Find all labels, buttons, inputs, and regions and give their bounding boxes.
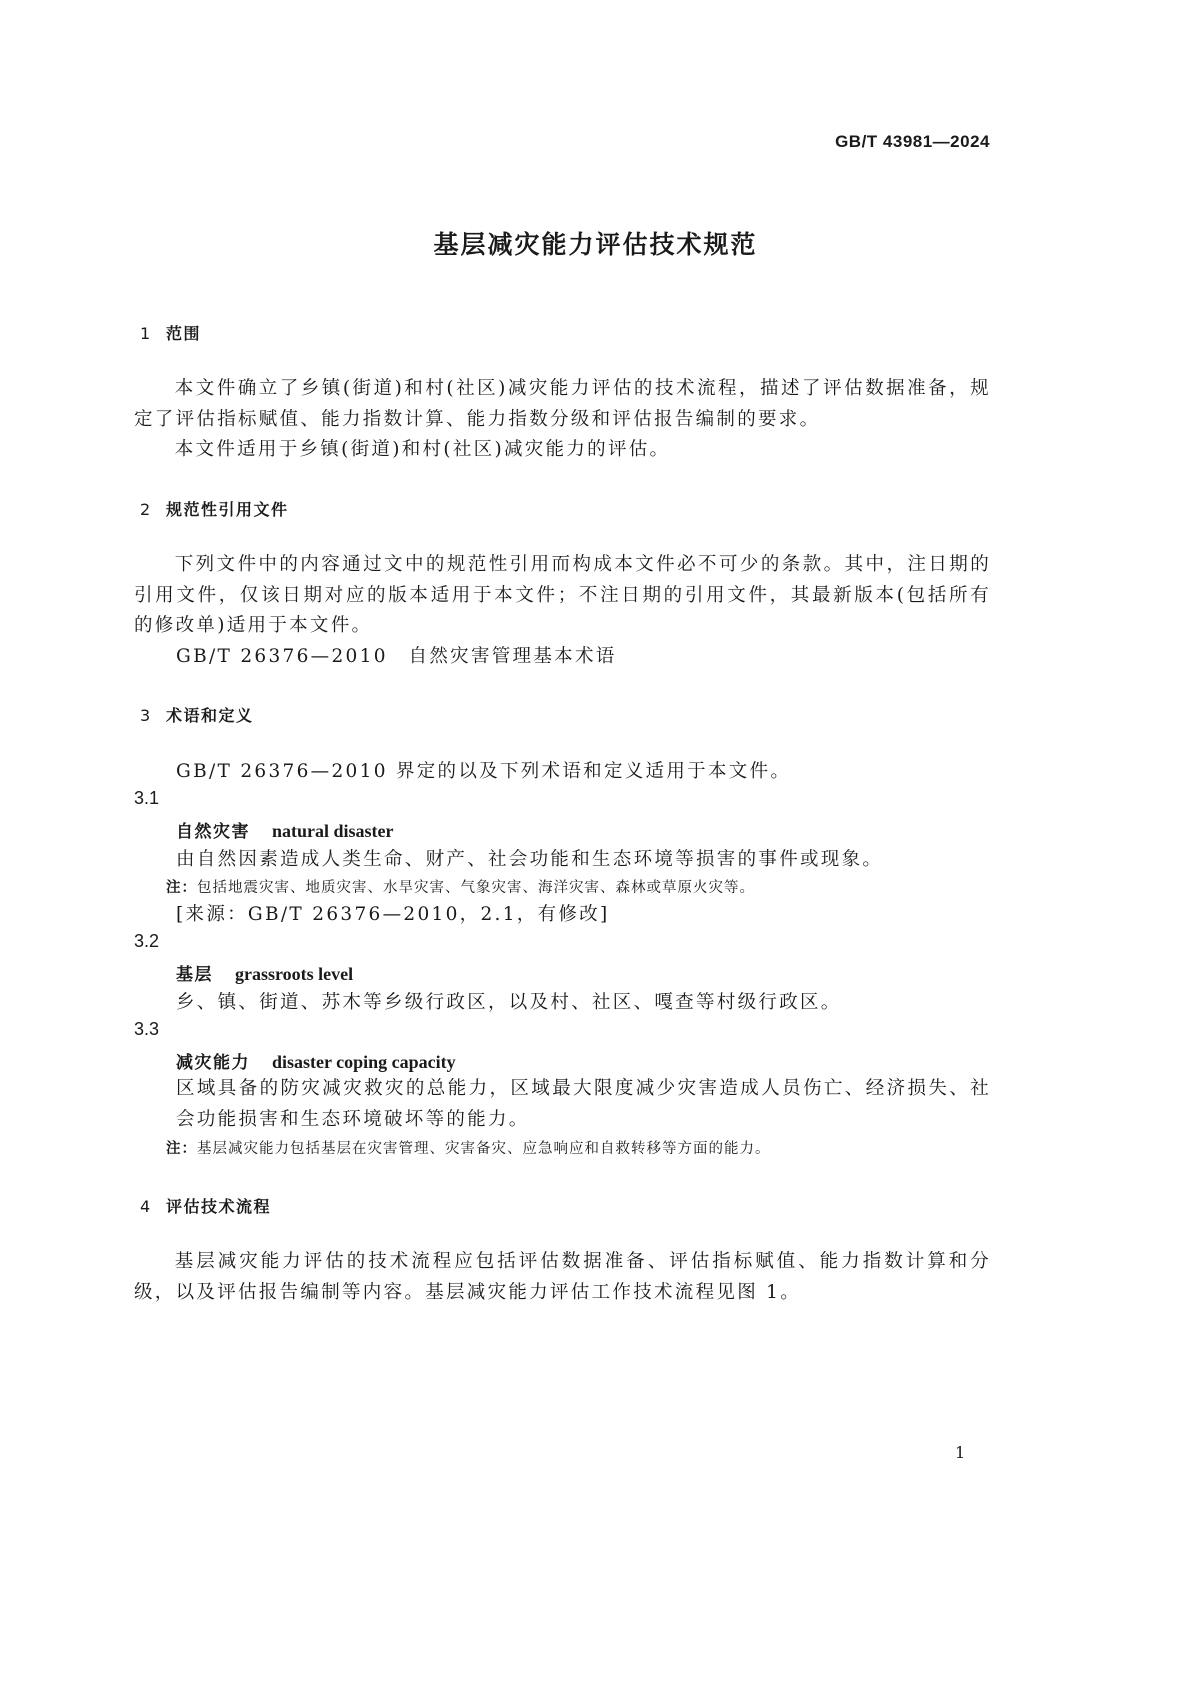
- section-number: 2: [140, 500, 152, 519]
- term-source: [来源：GB/T 26376—2010，2.1，有修改]: [176, 904, 610, 925]
- section-title: 评估技术流程: [166, 1197, 272, 1216]
- paragraph: GB/T 26376—2010 界定的以及下列术语和定义适用于本文件。: [176, 761, 792, 782]
- note-label: 注：: [166, 880, 197, 896]
- section-2-heading: [140, 497, 289, 520]
- page-number: 1: [955, 1443, 966, 1462]
- term-zh: 基层: [176, 965, 213, 985]
- term-number: 3.3: [134, 1019, 160, 1039]
- term-en: disaster coping capacity: [272, 1052, 456, 1072]
- note-text: 包括地震灾害、地质灾害、水旱灾害、气象灾害、海洋灾害、森林或草原火灾等。: [197, 880, 755, 896]
- section-1-heading: [140, 321, 201, 344]
- section-number: 1: [140, 324, 152, 343]
- term-heading: [176, 960, 353, 985]
- section-number: 3: [140, 706, 152, 725]
- section-4-heading: [140, 1194, 271, 1217]
- section-title: 规范性引用文件: [166, 500, 289, 519]
- term-heading: [176, 1048, 456, 1073]
- term-heading: [176, 817, 394, 842]
- term-note: [166, 1137, 771, 1158]
- term-number: 3.2: [134, 931, 160, 951]
- note-label: 注：: [166, 1141, 197, 1157]
- paragraph: 本文件确立了乡镇(街道)和村(社区)减灾能力评估的技术流程，描述了评估数据准备，规定了评估指标赋值、能力指数计算、能力指数分级和评估报告编制的要求。: [134, 378, 991, 430]
- standard-number: GB/T 43981—2024: [835, 132, 990, 151]
- term-definition: 由自然因素造成人类生命、财产、社会功能和生态环境等损害的事件或现象。: [176, 849, 884, 870]
- paragraph: 基层减灾能力评估的技术流程应包括评估数据准备、评估指标赋值、能力指数计算和分级，以及评估报告编制等内容。基层减灾能力评估工作技术流程见图 1。: [134, 1251, 991, 1303]
- note-text: 基层减灾能力包括基层在灾害管理、灾害备灾、应急响应和自救转移等方面的能力。: [197, 1141, 771, 1157]
- term-en: natural disaster: [272, 821, 394, 841]
- document-title: 基层减灾能力评估技术规范: [433, 230, 758, 259]
- paragraph: 下列文件中的内容通过文中的规范性引用而构成本文件必不可少的条款。其中，注日期的引用文件，仅该日期对应的版本适用于本文件；不注日期的引用文件，其最新版本(包括所有的修改单)适用于本文件。: [134, 554, 991, 636]
- term-note: [166, 876, 755, 897]
- term-en: grassroots level: [235, 964, 354, 984]
- section-3-heading: [140, 703, 254, 726]
- term-number: 3.1: [134, 788, 160, 808]
- paragraph: 本文件适用于乡镇(街道)和村(社区)减灾能力的评估。: [174, 439, 671, 460]
- normative-reference: GB/T 26376—2010 自然灾害管理基本术语: [176, 646, 617, 667]
- term-definition: 区域具备的防灾减灾救灾的总能力，区域最大限度减少灾害造成人员伤亡、经济损失、社会功能损害和生态环境破坏等的能力。: [176, 1078, 991, 1130]
- section-title: 术语和定义: [166, 706, 254, 725]
- section-number: 4: [140, 1197, 152, 1216]
- term-zh: 减灾能力: [176, 1053, 250, 1073]
- term-zh: 自然灾害: [176, 822, 250, 842]
- section-title: 范围: [166, 324, 202, 343]
- term-definition: 乡、镇、街道、苏木等乡级行政区，以及村、社区、嘎查等村级行政区。: [176, 992, 842, 1013]
